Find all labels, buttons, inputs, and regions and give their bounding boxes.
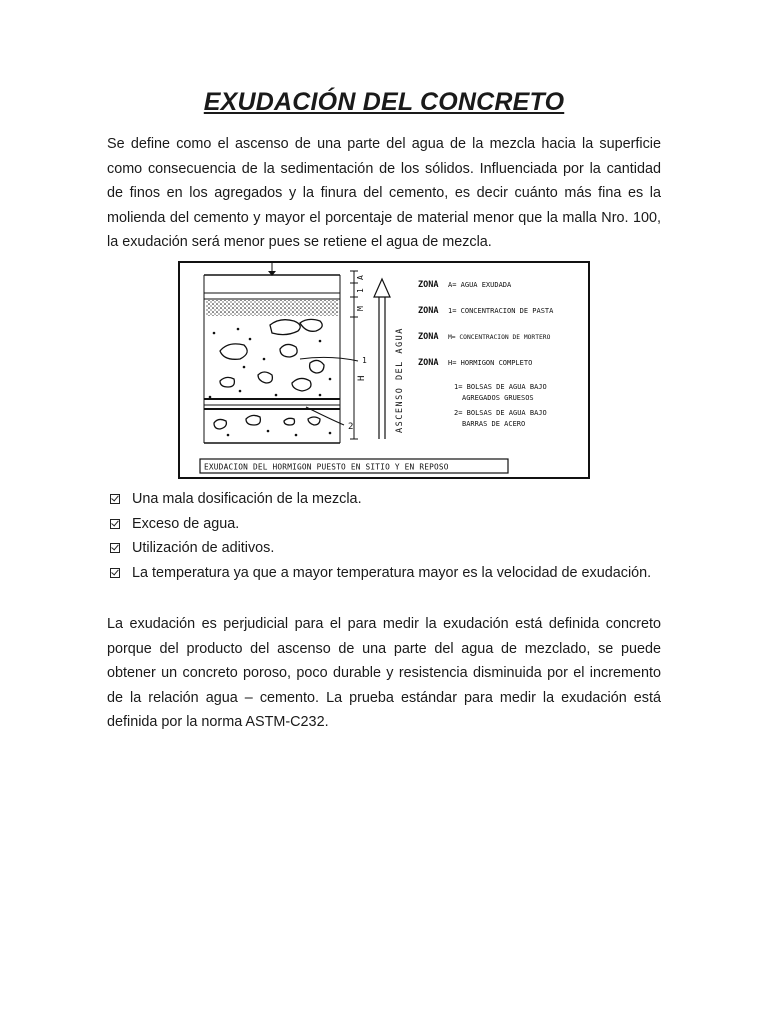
legend-zone-key: ZONA [418, 358, 439, 368]
checkbox-icon [110, 568, 120, 578]
zone-one-letter: 1 [356, 288, 365, 293]
note-one-line1: 1= BOLSAS DE AGUA BAJO [454, 383, 547, 391]
legend-zone-key: ZONA [418, 306, 439, 316]
note-one-line2: AGREGADOS GRUESOS [462, 394, 534, 402]
concrete-cross-section [204, 263, 367, 443]
list-item-text: La temperatura ya que a mayor temperatura mayor es la velocidad de exudación. [132, 564, 652, 581]
note-two-line2: BARRAS DE ACERO [462, 420, 526, 428]
page-title: EXUDACIÓN DEL CONCRETO [203, 88, 565, 116]
checkbox-icon [110, 543, 120, 553]
legend-zone-key: ZONA [418, 332, 439, 342]
note-two-line1: 2= BOLSAS DE AGUA BAJO [454, 409, 547, 417]
figure-caption [200, 459, 508, 473]
list-item [110, 487, 651, 512]
bleeding-diagram [178, 261, 590, 479]
consequence-paragraph: La exudación es perjudicial para el para medir la exudación está definida concreto porque del producto del ascenso de una parte del agua de mezclado, se puede obtener un concreto poroso, poco durable y resistencia disminuida por el incremento de la relación agua – cemento. La prueba estándar para medir la exudación está definida por la norma ASTM-C232. [107, 616, 661, 730]
list-item-text: Utilización de aditivos. [132, 540, 275, 556]
legend-zone-one: 1= CONCENTRACION DE PASTA [448, 307, 554, 315]
zone-a-letter: A [356, 275, 365, 280]
figure-caption-text: EXUDACION DEL HORMIGON PUESTO EN SITIO Y EN REPOSO [204, 462, 449, 472]
legend-zone-key: ZONA [418, 280, 439, 290]
causes-list [110, 487, 651, 585]
list-item [110, 512, 651, 537]
legend-zone-m: M= CONCENTRACION DE MORTERO [448, 334, 551, 341]
list-item [110, 561, 651, 586]
legend-zone-a: A= AGUA EXUDADA [448, 281, 512, 289]
zone-h-letter: H [357, 375, 367, 381]
callout-two-label: 2 [348, 422, 354, 432]
legend-zone-h: H= HORMIGON COMPLETO [448, 359, 533, 367]
zone-m-letter: M [356, 306, 365, 311]
checkbox-icon [110, 494, 120, 504]
checkbox-icon [110, 519, 120, 529]
list-item-text: Exceso de agua. [132, 515, 240, 532]
rising-water-arrow [374, 279, 405, 439]
callout-one-label: 1 [362, 356, 367, 365]
list-item [110, 536, 651, 561]
list-item-text: Una mala dosificación de la mezcla. [132, 491, 362, 507]
rising-water-label: ASCENSO DEL AGUA [395, 327, 405, 433]
zone-scale [350, 271, 367, 439]
zone-legend [418, 280, 554, 428]
bleeding-diagram-svg [180, 263, 588, 477]
definition-paragraph: Se define como el ascenso de una parte del agua de la mezcla hacia la superficie como consecuencia de la sedimentación de los sólidos. Influenciada por la cantidad de finos en los agregados y la finura del cemento, es decir cuánto más fina es la molienda del cemento y mayor el porcentaje de material menor que la malla Nro. 100, la exudación será menor pues se retiene el agua de mezcla. [107, 136, 661, 250]
